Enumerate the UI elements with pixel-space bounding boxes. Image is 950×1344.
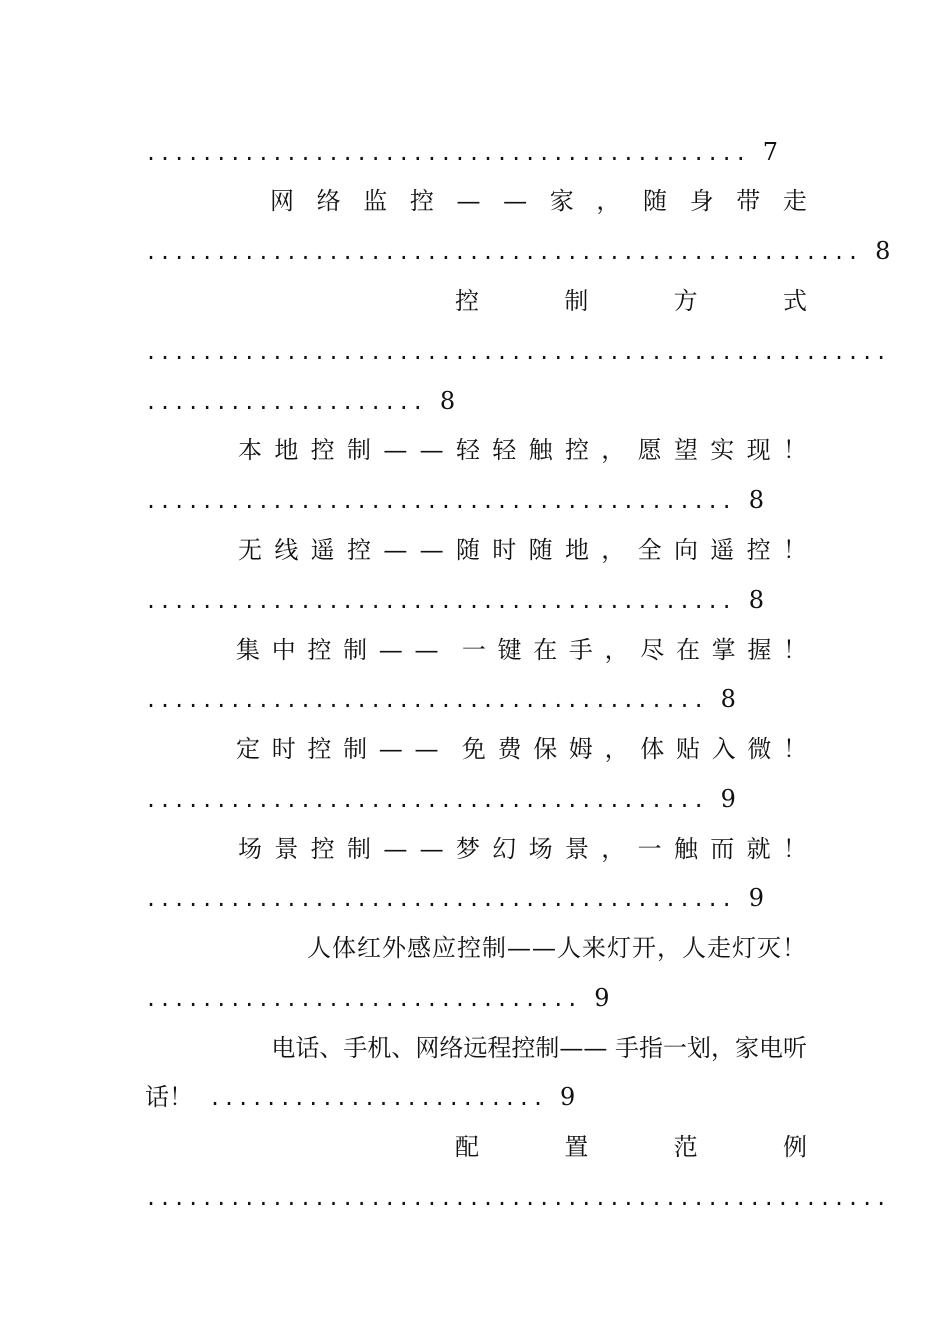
toc-entry-title: 人体红外感应控制——人来灯开，人走灯灭！ — [307, 934, 807, 962]
title-char: 带 — [736, 187, 761, 215]
title-char: 一 — [637, 835, 662, 863]
title-char: 遥 — [710, 536, 735, 564]
title-char: ， — [601, 835, 626, 863]
toc-entry-infrared-sensor-control[interactable] — [145, 928, 807, 968]
title-char: 本 — [238, 436, 262, 464]
toc-section-configuration-examples[interactable] — [455, 1127, 807, 1167]
title-char: 控 — [307, 636, 332, 664]
page-number: 9 — [720, 785, 736, 813]
toc-leader-line — [145, 978, 807, 1018]
dot-leader: ..................................................... — [145, 340, 890, 364]
title-char: 制 — [343, 636, 368, 664]
title-char: 景 — [274, 835, 299, 863]
title-char: ， — [596, 187, 621, 215]
title-char: 梦 — [455, 835, 480, 863]
toc-entry-title: 电话、手机、网络远程控制—— 手指一划，家电听 — [271, 1034, 807, 1062]
toc-entry-scene-control[interactable] — [238, 829, 807, 869]
title-char: 就 — [746, 835, 771, 863]
title-char: 触 — [673, 835, 698, 863]
title-char: 监 — [363, 187, 388, 215]
title-char: 控 — [307, 735, 332, 763]
title-char: 家 — [549, 187, 574, 215]
title-char: 地 — [564, 536, 589, 564]
dot-leader: ........................................ — [145, 688, 707, 712]
title-char: — — [383, 835, 408, 863]
title-char: ， — [604, 636, 629, 664]
title-char: — — [456, 187, 481, 215]
title-char: 中 — [271, 636, 296, 664]
title-char: 时 — [492, 536, 517, 564]
page-number: 8 — [720, 685, 736, 713]
title-char: 地 — [274, 436, 299, 464]
title-char: ！ — [782, 436, 807, 464]
toc-entry-network-monitoring[interactable] — [270, 181, 807, 221]
title-char: 入 — [711, 735, 736, 763]
title-char: 定 — [236, 735, 260, 763]
title-char: 络 — [316, 187, 341, 215]
dot-leader: .......................................... — [145, 887, 735, 911]
dot-leader: .................... — [145, 390, 426, 414]
title-char: 键 — [497, 636, 522, 664]
toc-section-control-methods[interactable] — [455, 281, 807, 321]
title-char: — — [419, 536, 444, 564]
title-char: 幻 — [492, 835, 517, 863]
toc-leader-line — [145, 779, 807, 819]
title-char: 线 — [274, 536, 299, 564]
title-char: 时 — [271, 735, 296, 763]
page-number: 8 — [875, 237, 891, 265]
title-char: 控 — [310, 436, 335, 464]
page-number: 9 — [748, 884, 765, 912]
toc-leader-line — [145, 480, 807, 520]
title-char: 置 — [564, 1133, 589, 1161]
title-char: 保 — [533, 735, 558, 763]
title-char: — — [378, 636, 403, 664]
title-char: 随 — [528, 536, 553, 564]
title-char: 望 — [673, 436, 698, 464]
title-char: 控 — [564, 436, 589, 464]
title-char: — — [419, 436, 444, 464]
page-number: 9 — [594, 984, 610, 1012]
title-char: ， — [601, 436, 626, 464]
dot-leader: .......................................... — [145, 489, 735, 513]
toc-entry-central-control[interactable] — [236, 630, 807, 670]
title-char: — — [383, 536, 408, 564]
toc-leader-line — [145, 132, 807, 172]
toc-leader-line — [145, 331, 890, 371]
title-char: 实 — [710, 436, 735, 464]
title-char: 控 — [346, 536, 371, 564]
title-char: 轻 — [455, 436, 480, 464]
page-number: 9 — [559, 1083, 576, 1111]
title-char: 轻 — [492, 436, 517, 464]
title-char: ！ — [783, 636, 807, 664]
title-char: 手 — [568, 636, 593, 664]
title-char: 尽 — [640, 636, 665, 664]
title-char: 现 — [746, 436, 771, 464]
title-char: 制 — [346, 436, 371, 464]
title-char: 而 — [710, 835, 735, 863]
toc-entry-remote-control[interactable] — [145, 1028, 807, 1068]
title-char: ！ — [782, 835, 807, 863]
title-char: — — [414, 636, 439, 664]
title-char: 控 — [409, 187, 434, 215]
title-char: 费 — [497, 735, 522, 763]
title-char: 全 — [637, 536, 662, 564]
page-number: 8 — [748, 586, 765, 614]
page-number: 7 — [762, 138, 779, 166]
toc-leader-line — [145, 679, 807, 719]
title-char: 掌 — [711, 636, 736, 664]
title-char: 场 — [238, 835, 262, 863]
title-char: 制 — [564, 287, 589, 315]
title-char: 式 — [782, 287, 807, 315]
title-continuation: 话！ — [145, 1083, 193, 1111]
toc-entry-timer-control[interactable] — [236, 729, 807, 769]
title-char: 在 — [675, 636, 700, 664]
title-char: 身 — [689, 187, 714, 215]
toc-leader-line — [145, 1077, 807, 1117]
title-char: 触 — [528, 436, 553, 464]
dot-leader: ........................................... — [145, 141, 749, 165]
title-char: 体 — [640, 735, 665, 763]
title-char: 景 — [564, 835, 589, 863]
title-char: 例 — [782, 1133, 807, 1161]
title-char: 愿 — [637, 436, 662, 464]
title-char: ， — [601, 536, 626, 564]
title-char: 一 — [461, 636, 486, 664]
title-char: 制 — [346, 835, 371, 863]
title-char: 配 — [455, 1133, 479, 1161]
title-char: 向 — [673, 536, 698, 564]
toc-entry-wireless-remote[interactable] — [238, 530, 807, 570]
title-char: 随 — [455, 536, 480, 564]
title-char: — — [503, 187, 528, 215]
title-char: — — [383, 436, 408, 464]
page-number: 8 — [748, 486, 765, 514]
title-char: ！ — [783, 735, 807, 763]
toc-leader-line — [145, 231, 891, 271]
title-char: 在 — [533, 636, 558, 664]
title-char: ！ — [782, 536, 807, 564]
title-char: 贴 — [675, 735, 700, 763]
title-char: 无 — [238, 536, 262, 564]
title-char: 方 — [673, 287, 698, 315]
title-char: 免 — [461, 735, 486, 763]
title-char: 微 — [747, 735, 772, 763]
title-char: 网 — [270, 187, 294, 215]
title-char: 控 — [455, 287, 479, 315]
title-char: 范 — [673, 1133, 698, 1161]
dot-leader: ............................... — [145, 987, 581, 1011]
title-char: 握 — [747, 636, 772, 664]
title-char: 随 — [643, 187, 667, 215]
dot-leader: ........................................ — [145, 788, 707, 812]
title-char: 遥 — [310, 536, 335, 564]
title-char: 制 — [343, 735, 368, 763]
title-char: — — [414, 735, 439, 763]
dot-leader: ........................ — [209, 1086, 546, 1110]
toc-entry-local-control[interactable] — [238, 430, 807, 470]
title-char: — — [419, 835, 444, 863]
toc-leader-line — [145, 580, 807, 620]
title-char: 姆 — [568, 735, 593, 763]
dot-leader: ..................................................... — [145, 1186, 890, 1210]
page-number: 8 — [439, 387, 456, 415]
toc-leader-line — [145, 878, 807, 918]
title-char: 走 — [782, 187, 807, 215]
title-char: — — [378, 735, 403, 763]
dot-leader: ................................................... — [145, 240, 862, 264]
title-char: 控 — [746, 536, 771, 564]
title-char: 场 — [528, 835, 553, 863]
title-char: ， — [604, 735, 629, 763]
dot-leader: .......................................... — [145, 589, 735, 613]
title-char: 集 — [236, 636, 260, 664]
toc-leader-line — [145, 381, 807, 421]
toc-leader-line — [145, 1177, 890, 1217]
title-char: 控 — [310, 835, 335, 863]
